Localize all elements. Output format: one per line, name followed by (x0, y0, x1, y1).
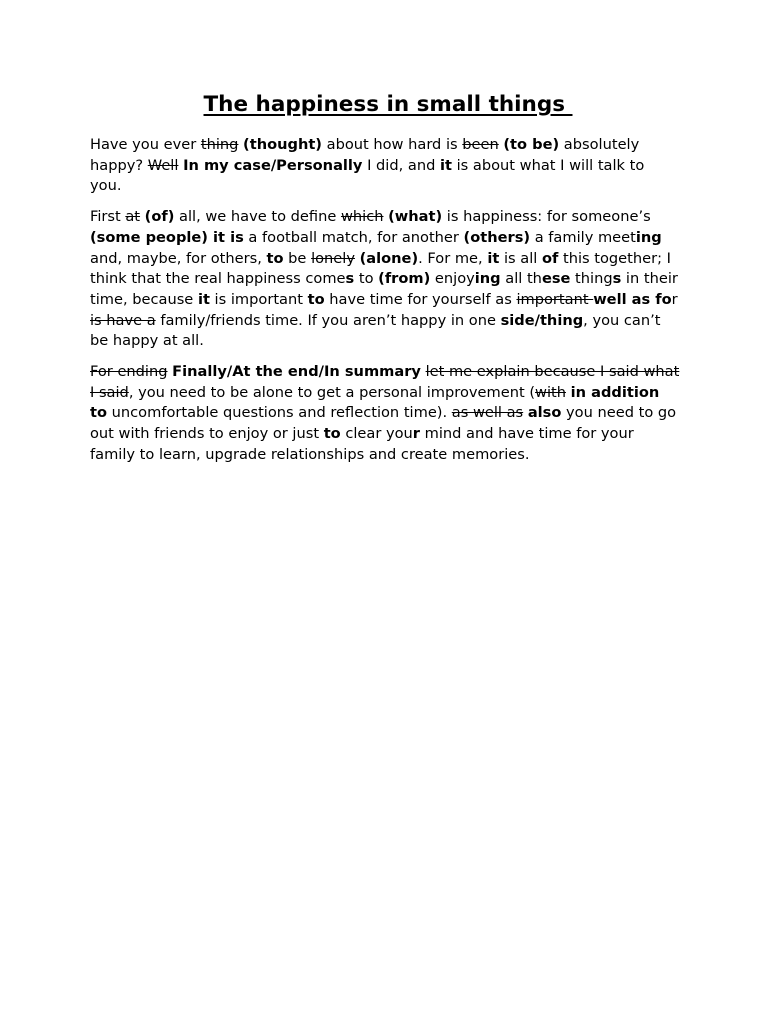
body-text: enjoy (430, 270, 475, 288)
correction-text: (to be) (503, 136, 560, 153)
body-text: is all (499, 249, 542, 267)
body-text: a family meet (530, 228, 636, 246)
body-text: family/friends time. If you aren’t happy in one (155, 311, 501, 329)
body-text: this together; I think that the real happiness come (90, 249, 671, 288)
body-text: to (354, 270, 379, 288)
correction-text: (thought) (243, 136, 322, 153)
document-title: The happiness in small things (203, 92, 573, 117)
struck-text: important (516, 290, 594, 308)
body-text: absolutely happy? (90, 136, 640, 174)
correction-text: s (345, 270, 355, 288)
correction-text: side/thing (500, 311, 584, 329)
body-text: First (90, 208, 126, 226)
body-text: Have you ever (90, 136, 201, 153)
body-text: be (283, 249, 312, 267)
struck-text: let me explain because I said what I said (90, 363, 680, 401)
correction-text: s (612, 270, 622, 288)
struck-text: with (535, 383, 566, 401)
body-text: in their time, because (90, 270, 678, 308)
correction-text: r (412, 425, 420, 443)
struck-text: been (462, 136, 499, 153)
body-text: and, maybe, for others, (90, 249, 267, 267)
correction-text: (what) (388, 208, 443, 226)
correction-text: also (527, 404, 562, 422)
paragraph-1 (90, 135, 680, 197)
paragraph-3 (90, 362, 680, 466)
struck-text: thing (200, 136, 239, 153)
struck-text: which (340, 208, 384, 226)
body-text: . For me, (418, 249, 488, 267)
body-text: all, we have to define (174, 208, 341, 226)
body-text: thing (570, 270, 613, 288)
struck-text: lonely (311, 249, 355, 267)
body-text: clear you (340, 425, 413, 443)
correction-text: (of) (144, 208, 175, 226)
correction-text: in addition to (90, 383, 660, 422)
struck-text: at (125, 208, 141, 226)
struck-text: is have a (90, 311, 156, 329)
correction-text: of (541, 249, 559, 267)
body-text: r (671, 290, 678, 308)
correction-text: to (266, 249, 284, 267)
correction-text: ing (635, 228, 662, 246)
correction-text: (from) (378, 270, 431, 288)
body-text: I did, and (362, 156, 440, 174)
paragraph-2 (90, 207, 680, 352)
correction-text: (alone) (359, 249, 419, 267)
correction-text: ing (474, 270, 501, 288)
struck-text: as well as (451, 404, 524, 422)
correction-text: Finally/At the end/In summary (172, 363, 421, 381)
body-text: all th (500, 270, 542, 288)
body-text: about how hard is (321, 136, 463, 153)
body-text: is happiness: for someone’s (442, 208, 651, 226)
correction-text: (some people) it is (90, 228, 244, 246)
correction-text: In my case/Personally (183, 156, 363, 174)
body-text: is important (209, 290, 308, 308)
struck-text: Well (147, 156, 179, 174)
correction-text: (others) (463, 228, 531, 246)
correction-text: well as fo (593, 290, 672, 308)
correction-text: to (323, 425, 341, 443)
body-text: a football match, for another (243, 228, 464, 246)
document-body (90, 135, 680, 476)
body-text: , you can’t be happy at all. (90, 311, 661, 350)
correction-text: it (487, 249, 500, 267)
body-text: have time for yourself as (324, 290, 517, 308)
body-text: is about what I will talk to you. (90, 156, 645, 195)
body-text: uncomfortable questions and reflection time). (107, 404, 452, 422)
body-text: mind and have time for your family to learn, upgrade relationships and create memories. (90, 425, 634, 463)
struck-text: For ending (90, 363, 168, 381)
correction-text: it (197, 290, 210, 308)
body-text: you need to go out with friends to enjoy or just (90, 404, 677, 443)
correction-text: it (439, 156, 452, 174)
correction-text: ese (541, 270, 571, 288)
correction-text: to (307, 290, 325, 308)
body-text: , you need to be alone to get a personal improvement ( (128, 383, 536, 401)
